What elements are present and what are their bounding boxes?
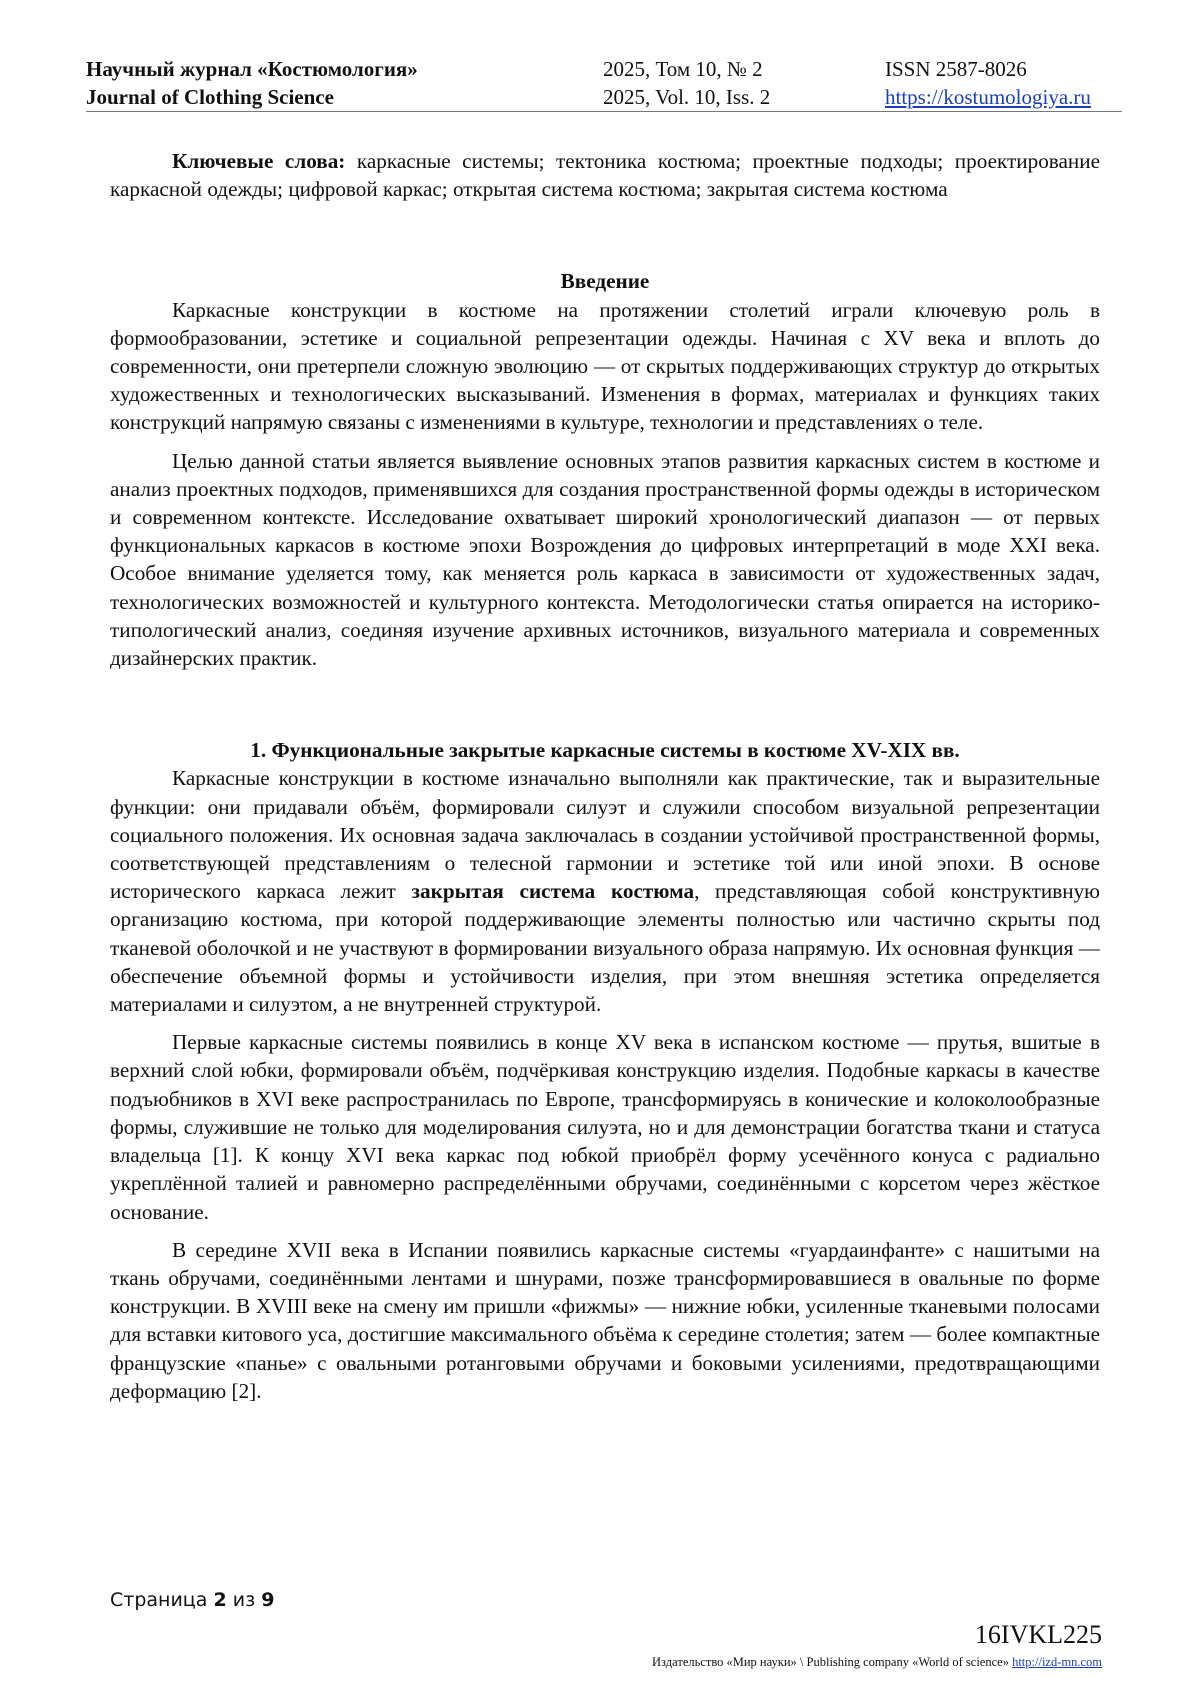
page-current: 2 [213, 1589, 227, 1611]
page-word: Страница [110, 1589, 208, 1611]
issn-block [885, 55, 1091, 111]
closed-system-term: закрытая система костюма [411, 879, 695, 904]
publisher-url-link[interactable]: http://izd-mn.com [1012, 1655, 1102, 1669]
page-header [86, 55, 1122, 112]
section-1-paragraph-2: Первые каркасные системы появились в конце XV века в испанском костюме — прутья, вшитые в верхний слой юбки, формировали объём, подчёркивая конструкцию изделия. Подобные каркасы в качестве подъюбников в XVI веке распространилась по Европе, трансформируясь в конические и колоколообразные формы, служившие не только для моделирования силуэта, но и для демонстрации богатства ткани и статуса владельца [1]. К концу XVI века каркас под юбкой приобрёл форму усечённого конуса с радиально укреплённой талией и равномерно распределёнными обручами, соединёнными с корсетом через жёсткое основание. [110, 1030, 1100, 1224]
section-1-paragraph-1-part-b: , представляющая собой конструктивную организацию костюма, при которой поддерживающие элементы полностью или частично скрыты под тканевой оболочкой и не участвуют в формировании визуального образа напрямую. Их основная функция — обеспечение объемной формы и устойчивости изделия, при этом внешняя эстетика определяется материалами и силуэтом, а не внутренней структурой. [110, 879, 1100, 1017]
journal-title-block [86, 55, 418, 111]
issn: ISSN 2587-8026 [885, 57, 1027, 81]
journal-url-link[interactable]: https://kostumologiya.ru [885, 85, 1091, 109]
issue-en: 2025, Vol. 10, Iss. 2 [603, 85, 771, 109]
keywords-label: Ключевые слова: [172, 149, 346, 173]
intro-paragraph-1: Каркасные конструкции в костюме на протяжении столетий играли ключевую роль в формообразовании, эстетике и социальной репрезентации одежды. Начиная с XV века и вплоть до современности, они претерпели сложную эволюцию — от скрытых поддерживающих структур до открытых художественных и технологических высказываний. Изменения в формах, материалах и функциях таких конструкций напрямую связаны с изменениями в культуре, технологии и представлениях о теле. [110, 297, 1100, 435]
publisher-name: Издательство «Мир науки» \ Publishing company «World of science» [652, 1655, 1009, 1669]
page-total: 9 [261, 1589, 275, 1611]
section-1-heading: 1. Функциональные закрытые каркасные системы в костюме XV-XIX вв. [250, 738, 960, 763]
issue-ru: 2025, Том 10, № 2 [603, 57, 763, 81]
issue-block [603, 55, 770, 111]
section-1-paragraph-3: В середине XVII века в Испании появились каркасные системы «гуардаинфанте» с нашитыми на ткань обручами, соединёнными лентами и шнурами, позже трансформировавшиеся в овальные по форме конструкции. В XVIII веке на смену им пришли «фижмы» — нижние юбки, усиленные тканевыми полосами для вставки китового уса, достигшие максимального объёма к середине столетия; затем — более компактные французские «панье» с овальными ротанговыми обручами и боковыми усилениями, предотвращающими деформацию [2]. [110, 1237, 1100, 1403]
keywords-paragraph [110, 147, 1100, 203]
intro-heading: Введение [560, 269, 650, 294]
section-1-paragraph-1-part-a: Каркасные конструкции в костюме изначально выполняли как практические, так и выразительные функции: они придавали объём, формировали силуэт и служили способом визуальной репрезентации социального положения. Их основная задача заключалась в создании устойчивой пространственной формы, соответствующей представлениям о телесной гармонии и эстетике той или иной эпохи. В основе исторического каркаса лежит [110, 766, 1100, 904]
article-body [110, 147, 1100, 1405]
section-1-paragraph-1 [110, 764, 1100, 1018]
page-number [110, 1589, 274, 1611]
intro-paragraph-2: Целью данной статьи является выявление основных этапов развития каркасных систем в костюме и анализ проектных подходов, применявшихся для создания пространственной формы одежды в историческом и современном контексте. Исследование охватывает широкий хронологический диапазон — от первых функциональных каркасов в костюме эпохи Возрождения до цифровых интерпретаций в моде XXI века. Особое внимание уделяется тому, как меняется роль каркаса в зависимости от художественных задач, технологических возможностей и культурного контекста. Методологически статья опирается на историко-типологический анализ, соединяя изучение архивных источников, визуального материала и современных дизайнерских практик. [110, 448, 1100, 671]
keywords-text: каркасные системы; тектоника костюма; проектные подходы; проектирование каркасной одежды; цифровой каркас; открытая система костюма; закрытая система костюма [110, 149, 1100, 202]
page-of: из [232, 1589, 256, 1611]
article-code: 16IVKL225 [974, 1620, 1102, 1649]
journal-title-ru: Научный журнал «Костюмология» [86, 57, 418, 81]
journal-title-en: Journal of Clothing Science [86, 85, 334, 109]
publisher-line [652, 1655, 1102, 1670]
